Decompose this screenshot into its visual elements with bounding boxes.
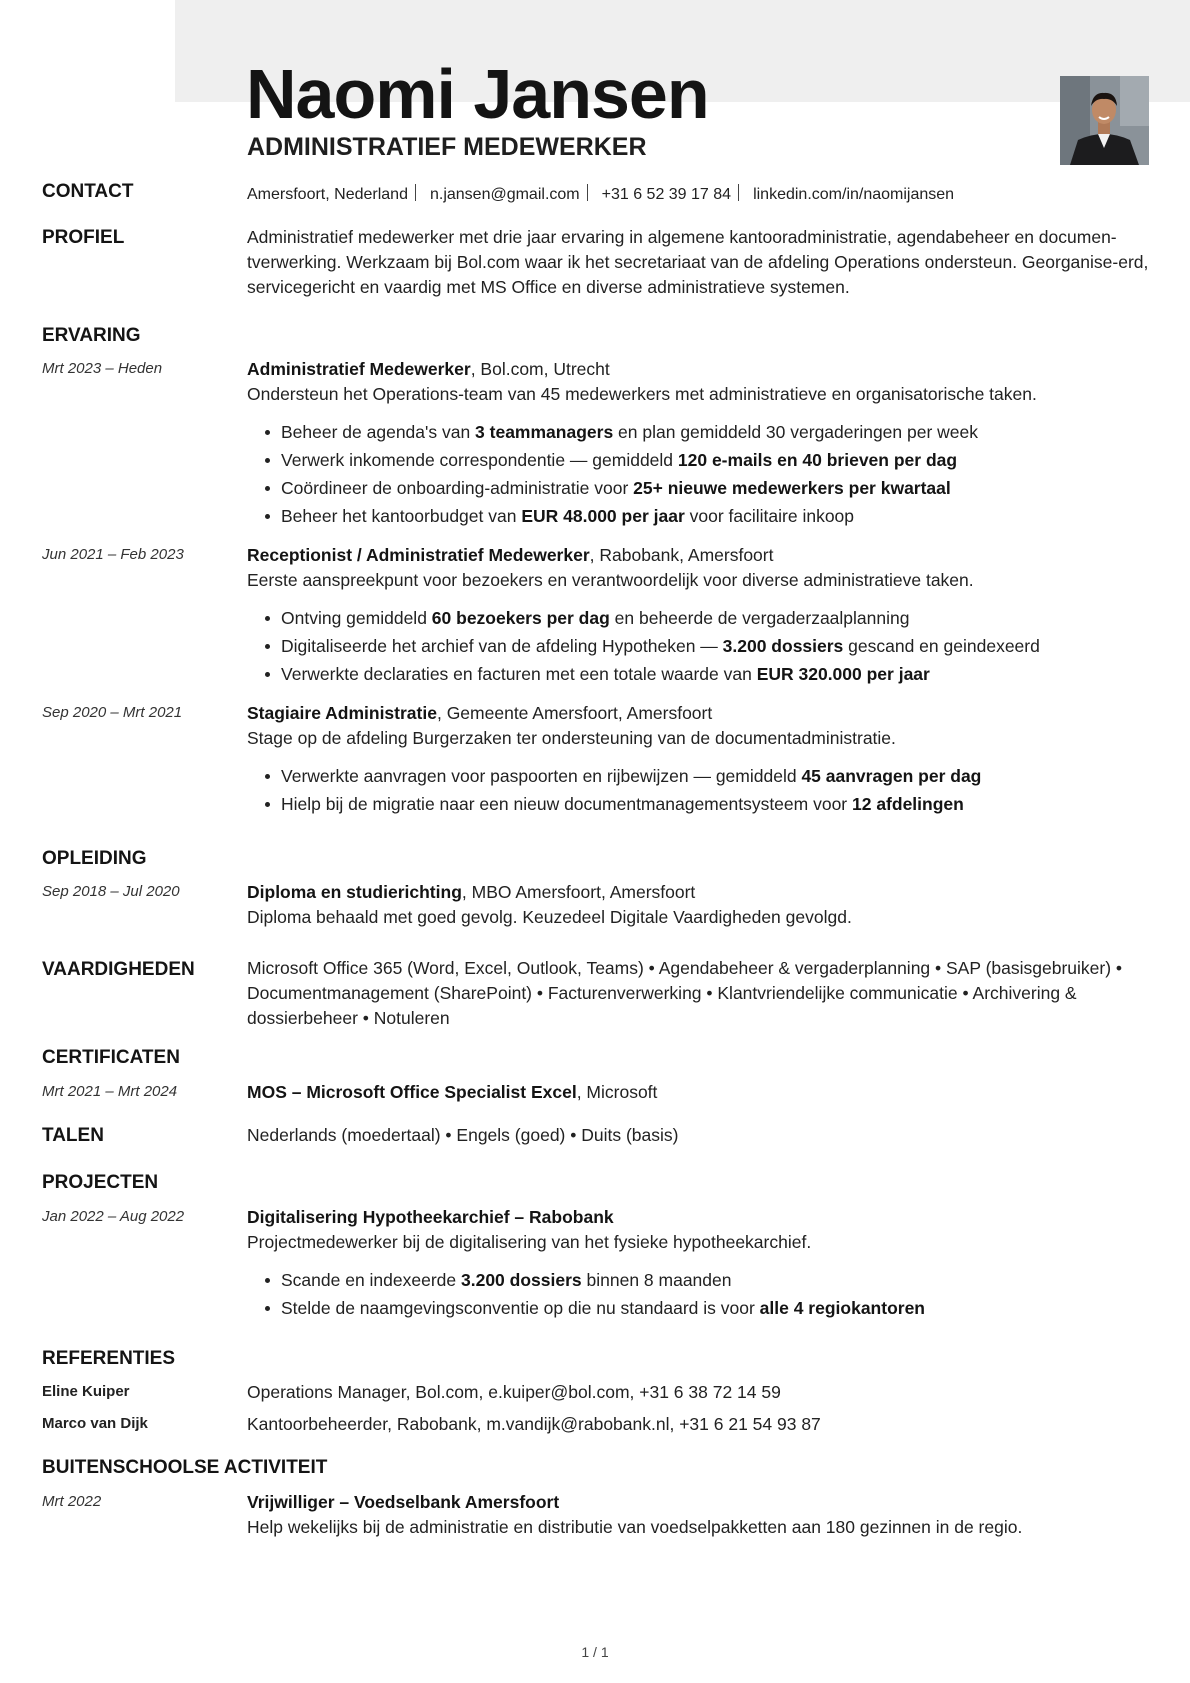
section-title-languages: TALEN [42, 1125, 104, 1146]
contact-separator [415, 184, 416, 201]
job-role: Administratief Medewerker [247, 359, 471, 379]
contact-separator [738, 184, 739, 201]
project-entry [247, 1205, 1152, 1322]
list-item: Verwerkte declaraties en facturen met een totale waarde van EUR 320.000 per jaar [281, 660, 1152, 688]
section-title-profile: PROFIEL [42, 227, 125, 248]
job-entry [247, 357, 1152, 530]
activity-date: Mrt 2022 [42, 1493, 102, 1510]
reference-detail: Kantoorbeheerder, Rabobank, m.vandijk@rabobank.nl, +31 6 21 54 93 87 [247, 1414, 821, 1434]
certificate-entry [247, 1080, 1152, 1105]
list-item: Coördineer de onboarding-administratie voor 25+ nieuwe medewerkers per kwartaal [281, 474, 1152, 502]
section-title-references: REFERENTIES [42, 1348, 176, 1369]
section-title-certificates: CERTIFICATEN [42, 1047, 180, 1068]
job-entry [247, 543, 1152, 688]
project-title: Digitalisering Hypotheekarchief – Rabobank [247, 1207, 614, 1227]
section-title-projects: PROJECTEN [42, 1172, 159, 1193]
list-item: Beheer het kantoorbudget van EUR 48.000 per jaar voor facilitaire inkoop [281, 502, 1152, 530]
education-text: Diploma behaald met goed gevolg. Keuzedeel Digitale Vaardigheden gevolgd. [247, 907, 852, 927]
job-role: Stagiaire Administratie [247, 703, 437, 723]
reference-name: Eline Kuiper [42, 1383, 130, 1400]
list-item: Beheer de agenda's van 3 teammanagers en plan gemiddeld 30 vergaderingen per week [281, 418, 1152, 446]
contact-phone[interactable]: +31 6 52 39 17 84 [601, 186, 732, 203]
job-org: , Gemeente Amersfoort, Amersfoort [436, 703, 713, 723]
skills-text: Microsoft Office 365 (Word, Excel, Outlook, Teams) • Agendabeheer & vergaderplanning • SAP (basisgebruiker) • Documentmanagement (SharePoint) • Facturenverwerking • Klantvriendelijke communicatie • Archivering & dossierbeheer • Notuleren [247, 958, 1123, 1028]
job-date: Jun 2021 – Feb 2023 [42, 546, 184, 563]
job-role: Receptionist / Administratief Medewerker [247, 545, 590, 565]
reference-name: Marco van Dijk [42, 1415, 148, 1432]
job-date: Mrt 2023 – Heden [42, 360, 163, 377]
reference-detail: Operations Manager, Bol.com, e.kuiper@bol.com, +31 6 38 72 14 59 [247, 1382, 781, 1402]
activity-text: Help wekelijks bij de administratie en distributie van voedselpakketten aan 180 gezinnen in de regio. [247, 1517, 1023, 1537]
contact-linkedin[interactable]: linkedin.com/in/naomijansen [753, 186, 955, 203]
candidate-name: Naomi Jansen [246, 55, 709, 133]
certificate-issuer: , Microsoft [576, 1082, 658, 1102]
job-bullets [247, 604, 1152, 688]
section-title-activities: BUITENSCHOOLSE ACTIVITEIT [42, 1457, 328, 1478]
job-bullets [247, 418, 1152, 530]
job-bullets [247, 762, 1152, 818]
section-title-skills: VAARDIGHEDEN [42, 959, 195, 980]
list-item: Stelde de naamgevingsconventie op die nu standaard is voor alle 4 regiokantoren [281, 1294, 1152, 1322]
certificate-date: Mrt 2021 – Mrt 2024 [42, 1083, 178, 1100]
job-org: , Rabobank, Amersfoort [589, 545, 774, 565]
list-item: Verwerk inkomende correspondentie — gemiddeld 120 e-mails en 40 brieven per dag [281, 446, 1152, 474]
list-item: Hielp bij de migratie naar een nieuw documentmanagementsysteem voor 12 afdelingen [281, 790, 1152, 818]
list-item: Scande en indexeerde 3.200 dossiers binnen 8 maanden [281, 1266, 1152, 1294]
job-summary: Stage op de afdeling Burgerzaken ter ondersteuning van de documentadministratie. [247, 728, 896, 748]
job-entry [247, 701, 1152, 818]
education-degree: Diploma en studierichting [247, 882, 462, 902]
list-item: Digitaliseerde het archief van de afdeling Hypotheken — 3.200 dossiers gescand en geindexeerd [281, 632, 1152, 660]
section-title-experience: ERVARING [42, 325, 141, 346]
list-item: Verwerkte aanvragen voor paspoorten en rijbewijzen — gemiddeld 45 aanvragen per dag [281, 762, 1152, 790]
education-entry [247, 880, 1152, 930]
job-summary: Eerste aanspreekpunt voor bezoekers en verantwoordelijk voor diverse administratieve taken. [247, 570, 974, 590]
languages-text: Nederlands (moedertaal) • Engels (goed) • Duits (basis) [247, 1125, 679, 1145]
page-number: 1 / 1 [581, 1644, 609, 1660]
activity-entry [247, 1490, 1152, 1540]
certificate-name: MOS – Microsoft Office Specialist Excel [247, 1082, 577, 1102]
project-bullets [247, 1266, 1152, 1322]
list-item: Ontving gemiddeld 60 bezoekers per dag en beheerde de vergaderzaalplanning [281, 604, 1152, 632]
project-summary: Projectmedewerker bij de digitalisering van het fysieke hypotheekarchief. [247, 1232, 812, 1252]
job-summary: Ondersteun het Operations-team van 45 medewerkers met administratieve en organisatorische taken. [247, 384, 1037, 404]
activity-title: Vrijwilliger – Voedselbank Amersfoort [247, 1492, 560, 1512]
education-date: Sep 2018 – Jul 2020 [42, 883, 180, 900]
job-date: Sep 2020 – Mrt 2021 [42, 704, 183, 721]
contact-email[interactable]: n.jansen@gmail.com [429, 186, 580, 203]
job-title: ADMINISTRATIEF MEDEWERKER [247, 133, 647, 161]
profile-text: Administratief medewerker met drie jaar ervaring in algemene kantooradministratie, agendabeheer en documen-tverwerking. Werkzaam bij Bol.com waar ik het secretariaat van de afdeling Operations ondersteun. Georganise-erd, servicegericht en vaardig met MS Office en diverse administratieve systemen. [247, 227, 1149, 297]
contact-line [247, 182, 1152, 207]
section-title-contact: CONTACT [42, 181, 134, 202]
contact-location: Amersfoort, Nederland [247, 186, 408, 203]
job-org: , Bol.com, Utrecht [470, 359, 610, 379]
profile-photo [1060, 76, 1149, 165]
education-school: , MBO Amersfoort, Amersfoort [461, 882, 696, 902]
section-title-education: OPLEIDING [42, 848, 147, 869]
project-date: Jan 2022 – Aug 2022 [42, 1208, 185, 1225]
contact-separator [587, 184, 588, 201]
